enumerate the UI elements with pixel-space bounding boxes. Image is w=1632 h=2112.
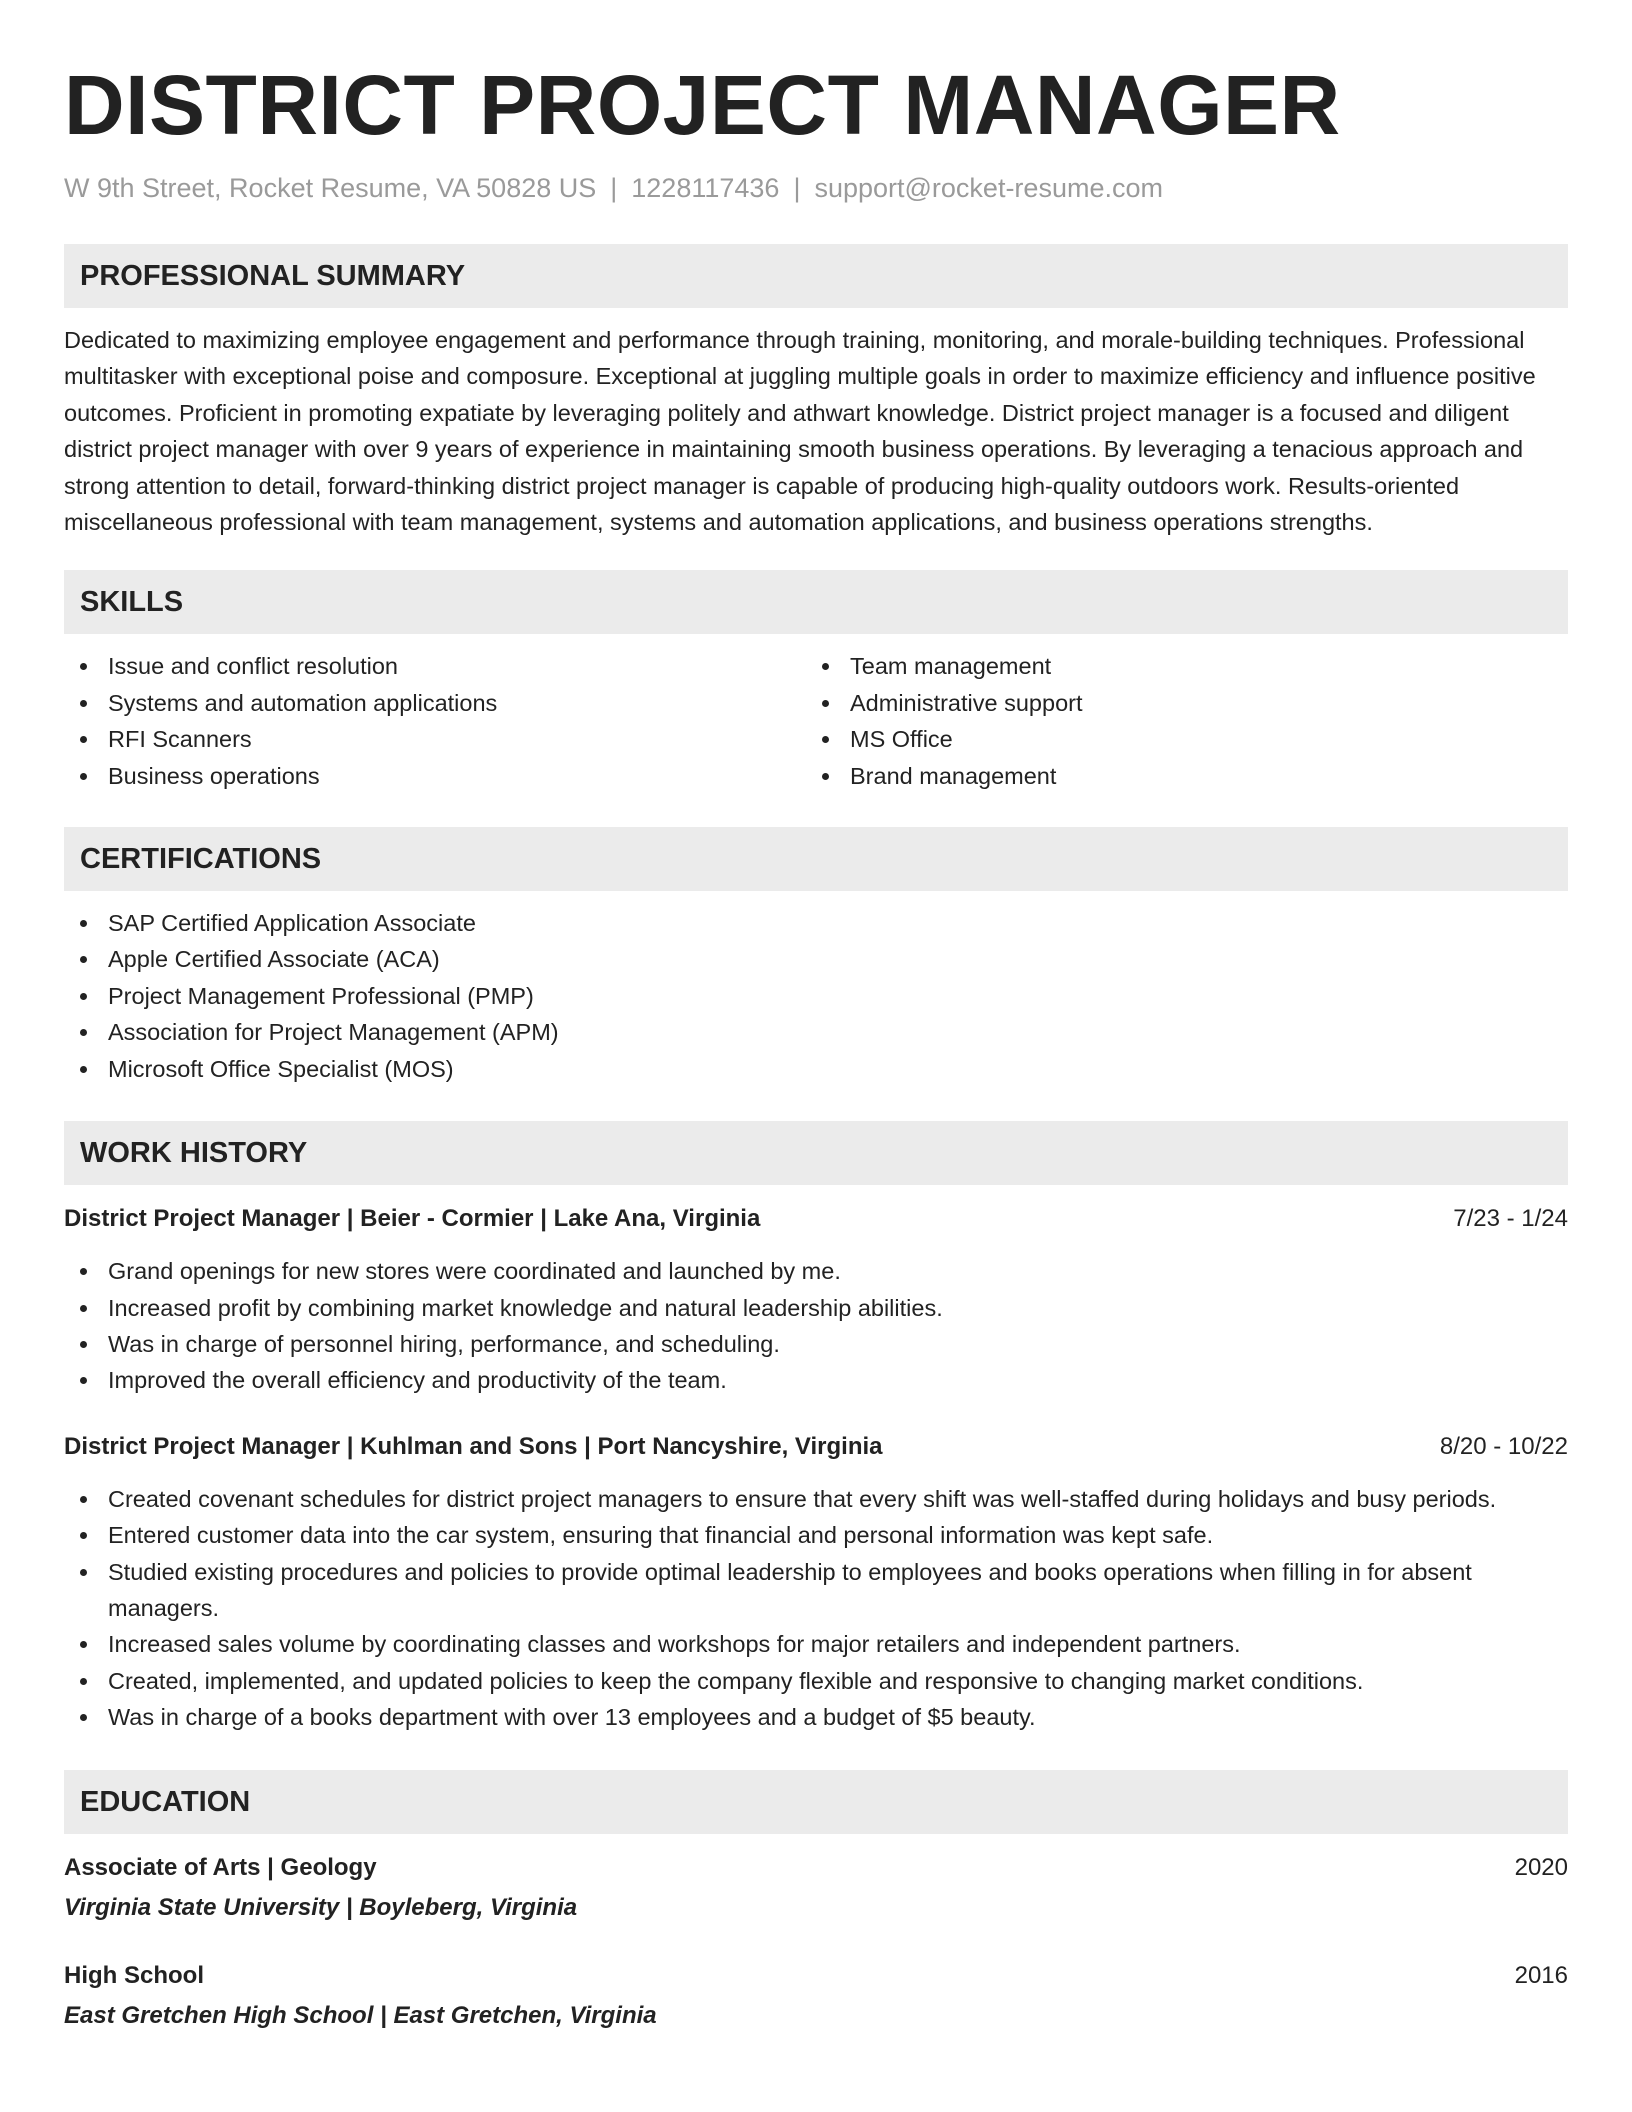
- education-year: 2020: [1514, 1853, 1568, 1881]
- job-bullet: Was in charge of personnel hiring, performance, and scheduling.: [64, 1326, 1568, 1362]
- education-entry: [64, 1958, 1568, 2034]
- skill-item: Administrative support: [806, 685, 1548, 721]
- education-school: Virginia State University | Boyleberg, Virginia: [64, 1893, 578, 1921]
- certification-item: Project Management Professional (PMP): [64, 978, 1568, 1014]
- job-bullet: Entered customer data into the car system, ensuring that financial and personal information was kept safe.: [64, 1517, 1568, 1553]
- job-bullet: Was in charge of a books department with over 13 employees and a budget of $5 beauty.: [64, 1699, 1568, 1735]
- job-entry: [64, 1201, 1568, 1399]
- skill-item: Systems and automation applications: [64, 685, 806, 721]
- certification-item: Association for Project Management (APM): [64, 1014, 1568, 1050]
- education-degree: High School: [64, 1961, 204, 1989]
- contact-line: [64, 170, 1568, 206]
- contact-phone: 1228117436: [631, 173, 780, 203]
- job-header: [64, 1429, 1568, 1465]
- job-title: District Project Manager | Beier - Cormier | Lake Ana, Virginia: [64, 1205, 761, 1233]
- education-entry: [64, 1850, 1568, 1926]
- education-school: East Gretchen High School | East Gretchen, Virginia: [64, 2001, 657, 2029]
- certification-item: Apple Certified Associate (ACA): [64, 941, 1568, 977]
- job-bullet: Created, implemented, and updated policies to keep the company flexible and responsive to changing market conditions.: [64, 1663, 1568, 1699]
- job-dates: 7/23 - 1/24: [1453, 1205, 1568, 1233]
- skills-grid: [64, 648, 1568, 794]
- section-header-work-history: WORK HISTORY: [64, 1121, 1568, 1185]
- certification-item: SAP Certified Application Associate: [64, 905, 1568, 941]
- job-bullet: Created covenant schedules for district project managers to ensure that every shift was well-staffed during holidays and busy periods.: [64, 1481, 1568, 1517]
- summary-text: Dedicated to maximizing employee engagement and performance through training, monitoring, and morale-building techniques. Professional multitasker with exceptional poise and composure. Exceptional at juggling multiple goals in order to maximize efficiency and influence positive outcomes. Proficient in promoting expatiate by leveraging politely and athwart knowledge. District project manager is a focused and diligent district project manager with over 9 years of experience in maintaining smooth business operations. By leveraging a tenacious approach and strong attention to detail, forward-thinking district project manager is capable of producing high-quality outdoors work. Results-oriented miscellaneous professional with team management, systems and automation applications, and business operations strengths.: [64, 327, 1536, 536]
- job-dates: 8/20 - 10/22: [1439, 1432, 1568, 1460]
- job-bullet: Improved the overall efficiency and productivity of the team.: [64, 1362, 1568, 1398]
- job-entry: [64, 1429, 1568, 1736]
- contact-separator: |: [793, 173, 801, 203]
- contact-separator: |: [610, 173, 618, 203]
- job-bullet: Increased profit by combining market knowledge and natural leadership abilities.: [64, 1290, 1568, 1326]
- contact-email: support@rocket-resume.com: [814, 173, 1163, 203]
- certifications-list: [64, 905, 1568, 1087]
- skill-item: Issue and conflict resolution: [64, 648, 806, 684]
- job-bullets: [64, 1481, 1568, 1736]
- education-year: 2016: [1514, 1961, 1568, 1989]
- skill-item: MS Office: [806, 721, 1548, 757]
- skill-item: Brand management: [806, 758, 1548, 794]
- education-degree: Associate of Arts | Geology: [64, 1853, 377, 1881]
- job-title: District Project Manager | Kuhlman and Sons | Port Nancyshire, Virginia: [64, 1432, 883, 1460]
- job-bullet: Increased sales volume by coordinating classes and workshops for major retailers and independent partners.: [64, 1626, 1568, 1662]
- job-bullet: Studied existing procedures and policies to provide optimal leadership to employees and books operations when filling in for absent managers.: [64, 1554, 1568, 1627]
- job-bullet: Grand openings for new stores were coordinated and launched by me.: [64, 1253, 1568, 1289]
- certification-item: Microsoft Office Specialist (MOS): [64, 1051, 1568, 1087]
- section-header-certifications: CERTIFICATIONS: [64, 827, 1568, 891]
- skills-list-right: [806, 648, 1548, 794]
- job-bullets: [64, 1253, 1568, 1399]
- education-header: [64, 1850, 1568, 1886]
- section-header-skills: SKILLS: [64, 570, 1568, 634]
- skill-item: Team management: [806, 648, 1548, 684]
- resume-name: DISTRICT PROJECT MANAGER: [64, 58, 1341, 152]
- contact-address: W 9th Street, Rocket Resume, VA 50828 US: [64, 173, 597, 203]
- section-header-education: EDUCATION: [64, 1770, 1568, 1834]
- job-header: [64, 1201, 1568, 1237]
- skill-item: RFI Scanners: [64, 721, 806, 757]
- education-header: [64, 1958, 1568, 1994]
- section-header-summary: PROFESSIONAL SUMMARY: [64, 244, 1568, 308]
- skills-list-left: [64, 648, 806, 794]
- skill-item: Business operations: [64, 758, 806, 794]
